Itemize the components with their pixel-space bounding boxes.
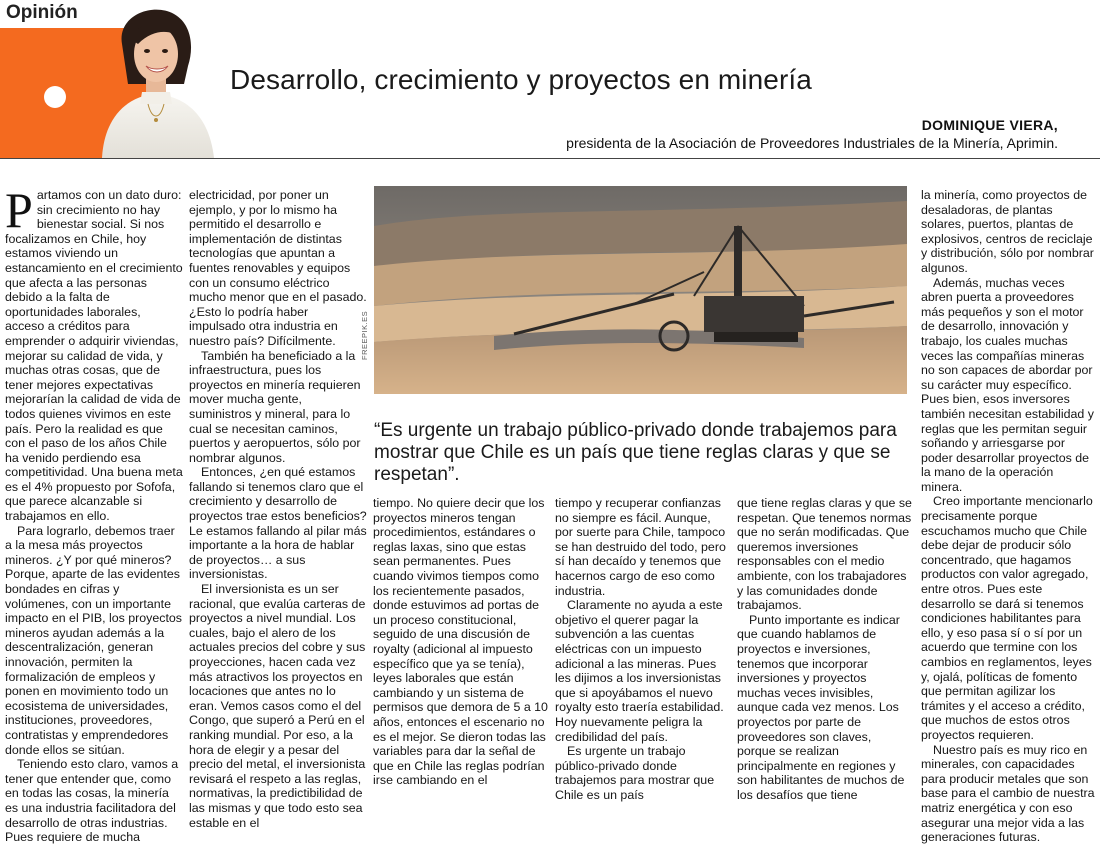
article-paragraph: tiempo y recuperar confianzas no siempre es fácil. Aunque, por suerte para Chile, tampoco se han destruido del todo, pero sí han decaído y tenemos que hacernos cargo de eso como industria.: [555, 496, 726, 598]
photo-credit: FREEPIK.ES: [360, 310, 369, 360]
article-paragraph: Teniendo esto claro, vamos a tener que entender que, como en todas las cosas, la minería es una industria facilitadora del desarrollo de otras industrias. Pues requiere de mucha: [5, 757, 179, 845]
article-column-5: [737, 496, 913, 802]
article-column-4: [555, 496, 731, 802]
article-paragraph: Claramente no ayuda a este objetivo el querer pagar la subvención a las cuentas eléctricas con un impuesto adicional a las mineras. Pues les dijimos a los inversionistas que si apoyábamos el nuevo royalty esto traería estabilidad. Hoy nuevamente peligra la credibilidad del país.: [555, 598, 724, 744]
article-paragraph: tiempo. No quiere decir que los proyectos mineros tengan procedimientos, estándares o reglas laxas, sino que estas sean permanentes. Pues cuando vivimos tiempos como los recientemente pasados, donde estuvimos ad portas de un proceso constitucional, seguido de una discusión de royalty (adicional al impuesto específico que ya se tenía), leyes laborales que están cambiando y un sistema de permisos que demora de 5 a 10 años, entonces el escenario no es el mejor. Se dieron todas las variables para dar la señal de que en Chile las reglas podrían irse cambiando en el: [373, 496, 548, 788]
drop-cap: P: [5, 182, 33, 238]
article-paragraph: electricidad, por poner un ejemplo, y por lo mismo ha permitido el desarrollo e implementación de distintas tecnologías que apuntan a fuentes renovables y equipos con un consumo eléctrico mucho menor que en el pasado. ¿Esto lo podría haber impulsado otra industria en nuestro país? Difícilmente.: [189, 188, 367, 348]
article-paragraph: El inversionista es un ser racional, que evalúa carteras de proyectos a nivel mundial. Los cuales, bajo el alero de los actuales precios del cobre y sus proyecciones, hacen cada vez más atractivos los proyectos en locaciones que antes no lo eran. Vemos casos como el del Congo, que superó a Perú en el ranking mundial. Por eso, a la hora de elegir y a pesar del precio del metal, el inversionista revisará el respeto a las reglas, normativas, la predictibilidad de las mismas y que todo esto sea estable en el: [189, 582, 366, 830]
article-paragraph: Para lograrlo, debemos traer a la mesa más proyectos mineros. ¿Y por qué mineros? Porque, aparte de las evidentes bondades en cifras y volúmenes, con un importante impacto en el PIB, los proyectos mineros ayudan además a la descentralización, generan innovación, permiten la formalización de empleos y ponen en movimiento todo un ecosistema de universidades, instituciones, proveedores, contratistas y emprendedores donde ellos se sitúan.: [5, 523, 182, 757]
article-paragraph: También ha beneficiado a la infraestructura, pues los proyectos en minería requieren mover mucha gente, suministros y mineral, para lo cual se necesitan caminos, puertos y aeropuertos, sólo por nombrar algunos.: [189, 348, 361, 465]
author-role: presidenta de la Asociación de Proveedores Industriales de la Minería, Aprimin.: [566, 135, 1058, 151]
article-paragraph: Además, muchas veces abren puerta a proveedores más pequeños y son el motor de desarrollo, innovación y trabajo, los cuales muchas veces las compañías mineras no son capaces de abordar por su carácter muy específico. Pues bien, esos inversores también necesitan estabilidad y reglas que les permitan seguir soñando y arriesgarse por poder desarrollar proyectos de la mano de la operación minera.: [921, 275, 1094, 494]
article-paragraph: que tiene reglas claras y que se respetan. Que tenemos normas que no serán modificadas. Que queremos inversiones responsables con el medio ambiente, con los trabajadores y las comunidades donde trabajamos.: [737, 496, 912, 613]
article-paragraph: Es urgente un trabajo público-privado donde trabajemos para mostrar que Chile es un país: [555, 744, 715, 802]
article-column-6: [921, 188, 1095, 845]
article-paragraph: Nuestro país es muy rico en minerales, con capacidades para producir metales que son base para el cambio de nuestra matriz energética y con eso asegurar una mejor vida a las generaciones futuras.: [921, 742, 1095, 845]
article-paragraph: Creo importante mencionarlo precisamente porque escuchamos mucho que Chile debe dejar de producir sólo concentrado, que hagamos productos con valor agregado, entre otros. Pues este desarrollo se dará si tenemos condiciones habilitantes para ello, y eso pasa sí o sí por un acuerdo que termine con los cambios en reglamentos, leyes y, ojalá, políticas de fomento que permitan agilizar los trámites y el acceso a crédito, que muchos de estos otros proyectos requieren.: [921, 494, 1093, 742]
white-dot-decoration: [44, 86, 66, 108]
article-column-3: [373, 496, 549, 788]
article-paragraph: Partamos con un dato duro: sin crecimiento no hay bienestar social. Si nos focalizamos en Chile, hoy estamos viviendo un estancamiento en el crecimiento que afecta a las personas debido a la falta de oportunidades laborales, acceso a créditos para emprender o adquirir viviendas, mejorar su calidad de vida, y muchas otras cosas, que de tener mejores expectativas mejorarían la calidad de vida de todos quienes vivimos en este país. Pero la realidad es que con el paso de los años Chile ha venido perdiendo esa competitividad. Una buena meta es el 4% propuesto por Sofofa, que parece alcanzable si trabajamos en ello.: [5, 182, 183, 524]
author-portrait: [92, 4, 222, 158]
article-paragraph: Entonces, ¿en qué estamos fallando si tenemos claro que el crecimiento y desarrollo de proyectos trae estos beneficios? Le estamos fallando al pilar más importante a la hora de hablar de proyectos… a sus inversionistas.: [189, 465, 367, 582]
article-column-1: [5, 182, 183, 845]
section-label: Opinión: [6, 2, 78, 23]
article-paragraph: Punto importante es indicar que cuando hablamos de proyectos e inversiones, tenemos que incorporar inversiones y proyectos muchas veces invisibles, aunque cada vez menos. Los proyectos por parte de proveedores son claves, porque se realizan principalmente en regiones y son habilitantes de muchos de los desafíos que tiene: [737, 612, 905, 802]
mining-photo: [374, 186, 907, 394]
author-name: DOMINIQUE VIERA,: [921, 117, 1058, 133]
pull-quote: “Es urgente un trabajo público-privado donde trabajemos para mostrar que Chile es un país que tiene reglas claras y que se respetan”.: [374, 420, 897, 485]
article-paragraph: la minería, como proyectos de desaladoras, de plantas solares, puertos, plantas de explosivos, centros de reciclaje y distribución, sólo por nombrar algunos.: [921, 188, 1094, 275]
article-column-2: [189, 188, 367, 830]
article-headline: Desarrollo, crecimiento y proyectos en minería: [230, 64, 812, 95]
header-divider: [0, 158, 1100, 159]
